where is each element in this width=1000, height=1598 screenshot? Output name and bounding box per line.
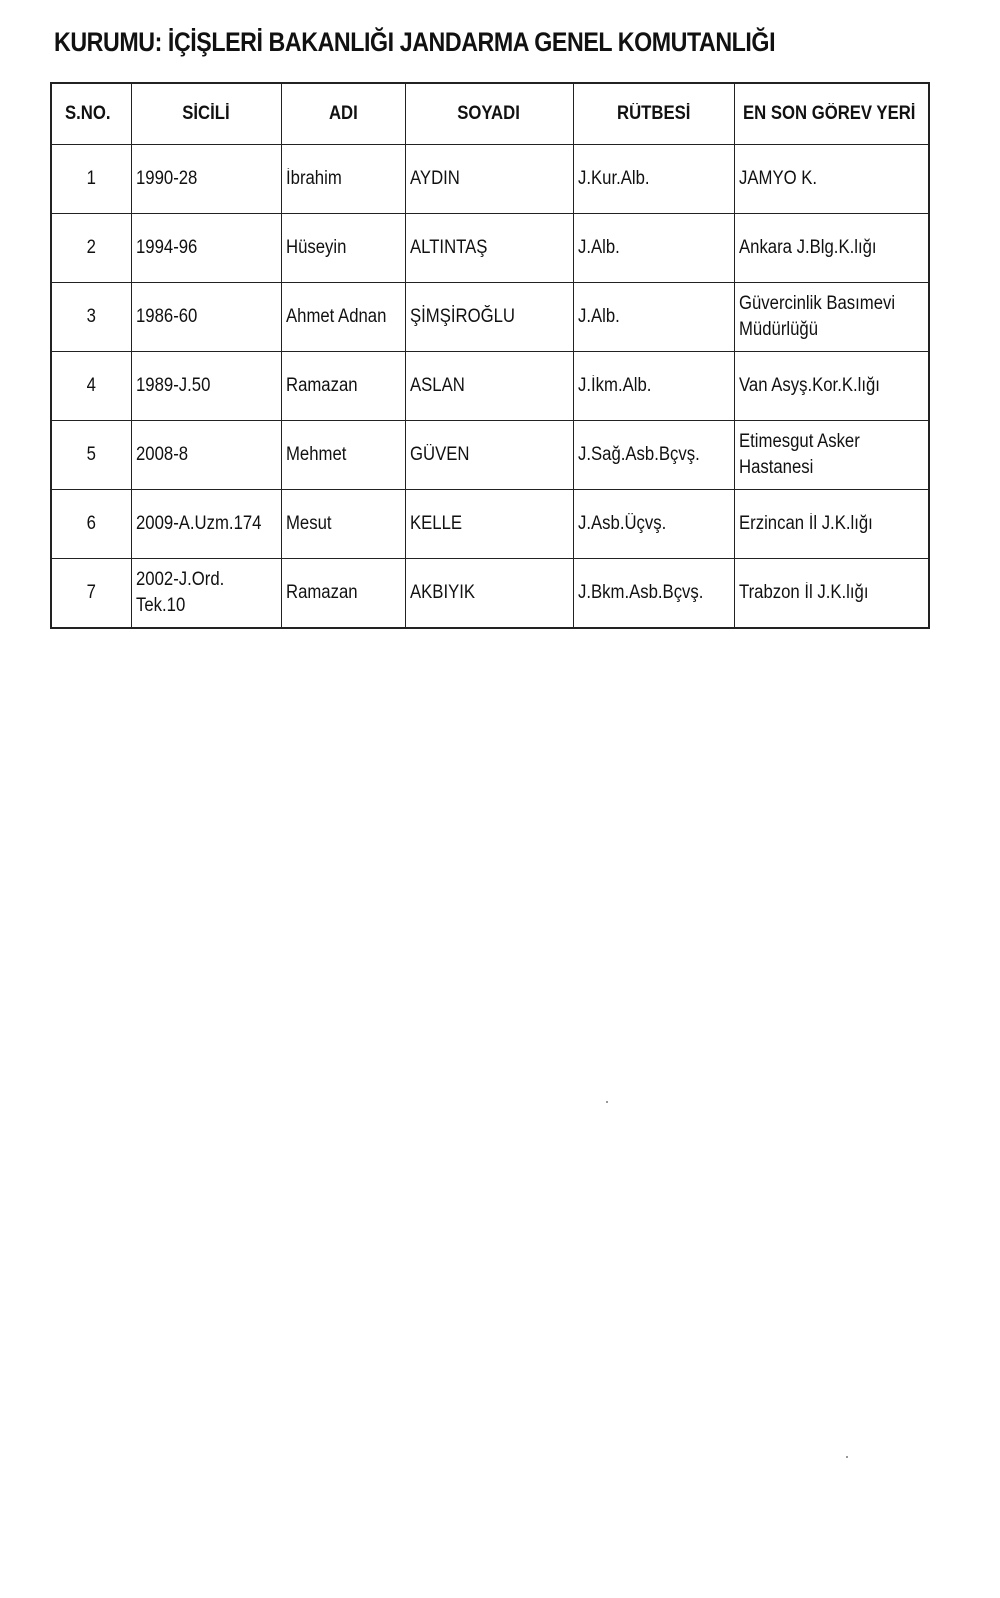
cell-rutbe: J.Asb.Üçvş. <box>573 490 734 559</box>
header-rutbesi: RÜTBESİ <box>573 83 734 145</box>
header-sicili: SİCİLİ <box>131 83 281 145</box>
cell-soyadi: GÜVEN <box>405 421 573 490</box>
cell-rutbe: J.Bkm.Asb.Bçvş. <box>573 559 734 629</box>
cell-soyadi: ALTINTAŞ <box>405 214 573 283</box>
cell-adi: Mehmet <box>281 421 405 490</box>
cell-rutbe: J.İkm.Alb. <box>573 352 734 421</box>
cell-sicili: 1989-J.50 <box>131 352 281 421</box>
cell-sno: 2 <box>51 214 131 283</box>
cell-rutbe: J.Kur.Alb. <box>573 145 734 214</box>
header-gorev-yeri: EN SON GÖREV YERİ <box>734 83 929 145</box>
table-row <box>51 214 929 283</box>
personnel-table <box>50 82 930 629</box>
cell-sicili: 1994-96 <box>131 214 281 283</box>
table-row <box>51 559 929 629</box>
cell-gorev-yeri: Etimesgut Asker Hastanesi <box>734 421 929 490</box>
header-soyadi: SOYADI <box>405 83 573 145</box>
cell-adi: Ramazan <box>281 559 405 629</box>
cell-soyadi: AYDIN <box>405 145 573 214</box>
cell-gorev-yeri: Güvercinlik Basımevi Müdürlüğü <box>734 283 929 352</box>
cell-gorev-yeri: Erzincan İl J.K.lığı <box>734 490 929 559</box>
cell-sicili: 1986-60 <box>131 283 281 352</box>
cell-sno: 4 <box>51 352 131 421</box>
cell-sicili: 2008-8 <box>131 421 281 490</box>
header-adi: ADI <box>281 83 405 145</box>
cell-adi: İbrahim <box>281 145 405 214</box>
header-sno: S.NO. <box>51 83 131 145</box>
table-row <box>51 352 929 421</box>
cell-gorev-yeri: Ankara J.Blg.K.lığı <box>734 214 929 283</box>
cell-sicili: 1990-28 <box>131 145 281 214</box>
table-row <box>51 421 929 490</box>
cell-sicili: 2009-A.Uzm.174 <box>131 490 281 559</box>
cell-adi: Hüseyin <box>281 214 405 283</box>
cell-sno: 1 <box>51 145 131 214</box>
cell-rutbe: J.Alb. <box>573 214 734 283</box>
scan-speck <box>606 1101 608 1103</box>
cell-sno: 6 <box>51 490 131 559</box>
cell-soyadi: KELLE <box>405 490 573 559</box>
cell-rutbe: J.Sağ.Asb.Bçvş. <box>573 421 734 490</box>
table-row <box>51 283 929 352</box>
cell-sno: 5 <box>51 421 131 490</box>
cell-gorev-yeri: Van Asyş.Kor.K.lığı <box>734 352 929 421</box>
cell-rutbe: J.Alb. <box>573 283 734 352</box>
cell-soyadi: ASLAN <box>405 352 573 421</box>
table-row <box>51 145 929 214</box>
cell-soyadi: ŞİMŞİROĞLU <box>405 283 573 352</box>
cell-soyadi: AKBIYIK <box>405 559 573 629</box>
document-title: KURUMU: İÇİŞLERİ BAKANLIĞI JANDARMA GENEL KOMUTANLIĞI <box>54 27 776 57</box>
table-row <box>51 490 929 559</box>
cell-adi: Ahmet Adnan <box>281 283 405 352</box>
cell-sicili: 2002-J.Ord. Tek.10 <box>131 559 281 629</box>
table-header-row <box>51 83 929 145</box>
cell-sno: 7 <box>51 559 131 629</box>
cell-adi: Mesut <box>281 490 405 559</box>
cell-gorev-yeri: JAMYO K. <box>734 145 929 214</box>
cell-adi: Ramazan <box>281 352 405 421</box>
cell-gorev-yeri: Trabzon İl J.K.lığı <box>734 559 929 629</box>
cell-sno: 3 <box>51 283 131 352</box>
scan-speck <box>846 1456 848 1458</box>
